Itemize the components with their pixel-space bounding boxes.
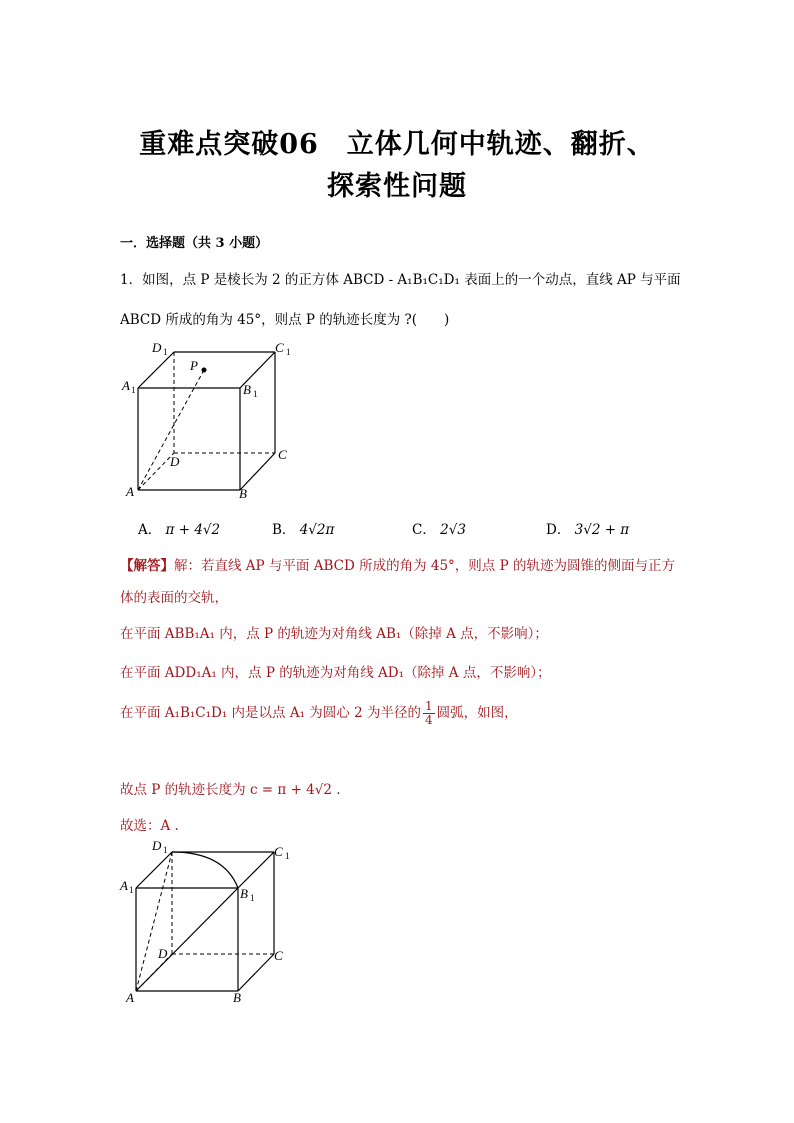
label-d1: D — [152, 340, 162, 355]
label-a: A — [126, 484, 134, 499]
edge-a1d1 — [136, 852, 172, 888]
quarter-arc — [172, 852, 238, 888]
option-b[interactable] — [272, 518, 334, 538]
option-b-value: 4√2π — [299, 522, 335, 538]
label-d: D — [170, 454, 180, 469]
section-heading: 一．选择题（共 3 小题） — [120, 236, 269, 251]
label-b: B — [239, 486, 247, 501]
question-line-1: 1．如图，点 P 是棱长为 2 的正方体 ABCD - A₁B₁C₁D₁ 表面上的一个动点，直线 AP 与平面 — [120, 272, 681, 288]
label-b1: B — [240, 886, 248, 901]
option-c[interactable] — [412, 518, 466, 538]
label-b1-sub: 1 — [250, 893, 255, 903]
label-p: P — [190, 358, 198, 373]
label-c: C — [278, 447, 287, 462]
option-c-value: 2√3 — [440, 522, 466, 538]
option-c-label: C． — [412, 522, 436, 538]
answer-line-3: 在平面 ABB₁A₁ 内，点 P 的轨迹为对角线 AB₁（除掉 A 点，不影响）； — [120, 626, 548, 642]
page-title-line-1: 重难点突破06 立体几何中轨迹、翻折、 — [139, 129, 655, 160]
answer-tag: 【解答】 — [120, 558, 174, 574]
answer-line-2: 体的表面的交轨， — [120, 590, 228, 606]
edge-a1d1 — [138, 352, 174, 388]
answer-line-5b: 圆弧，如图， — [436, 705, 518, 721]
answer-line-7: 故选：A . — [120, 818, 179, 834]
label-c: C — [274, 948, 283, 963]
answer-line-5a: 在平面 A₁B₁C₁D₁ 内是以点 A₁ 为圆心 2 为半径的 — [120, 705, 421, 721]
label-c1: C — [274, 844, 283, 859]
label-c1: C — [275, 340, 284, 355]
option-a[interactable] — [138, 518, 220, 538]
label-d1-sub: 1 — [163, 347, 168, 357]
point-p — [202, 368, 207, 373]
label-c1-sub: 1 — [286, 347, 291, 357]
label-a1: A — [120, 878, 128, 893]
answer-line-1 — [120, 554, 675, 574]
label-d1: D — [152, 838, 162, 853]
option-d-label: D． — [546, 522, 571, 538]
edge-bc — [240, 453, 275, 490]
option-a-value: π + 4√2 — [165, 522, 221, 538]
label-a1: A — [122, 378, 130, 393]
page-title-line-2: 探索性问题 — [327, 171, 467, 202]
quarter-fraction — [423, 700, 435, 727]
answer-line-1-text: 解：若直线 AP 与平面 ABCD 所成的角为 45°，则点 P 的轨迹为圆锥的侧面与正方 — [174, 558, 675, 574]
option-b-label: B． — [272, 522, 296, 538]
diagonal-ad1 — [136, 852, 172, 991]
fraction-denominator: 4 — [424, 713, 433, 727]
label-b1-sub: 1 — [253, 389, 258, 399]
edge-ad-hidden — [138, 453, 174, 490]
label-d1-sub: 1 — [163, 845, 168, 855]
answer-line-5 — [120, 700, 518, 727]
edge-b1c1 — [238, 852, 274, 888]
label-b: B — [233, 990, 241, 1005]
label-a: A — [126, 990, 134, 1005]
question-line-2: ABCD 所成的角为 45°，则点 P 的轨迹长度为 ?( ) — [120, 312, 450, 328]
label-c1-sub: 1 — [285, 851, 290, 861]
cube-figure-2 — [112, 836, 312, 1008]
option-d-value: 3√2 + π — [574, 522, 630, 538]
label-d: D — [158, 946, 168, 961]
answer-line-6: 故点 P 的轨迹长度为 c = π + 4√2 . — [120, 782, 341, 798]
label-b1: B — [243, 382, 251, 397]
fraction-numerator: 1 — [424, 699, 433, 713]
label-a1-sub: 1 — [129, 885, 134, 895]
answer-line-4: 在平面 ADD₁A₁ 内，点 P 的轨迹为对角线 AD₁（除掉 A 点，不影响）； — [120, 665, 551, 681]
option-a-label: A． — [138, 522, 162, 538]
option-d[interactable] — [546, 518, 629, 538]
edge-bc — [238, 954, 274, 991]
cube-figure-1 — [112, 338, 312, 508]
label-a1-sub: 1 — [131, 385, 136, 395]
